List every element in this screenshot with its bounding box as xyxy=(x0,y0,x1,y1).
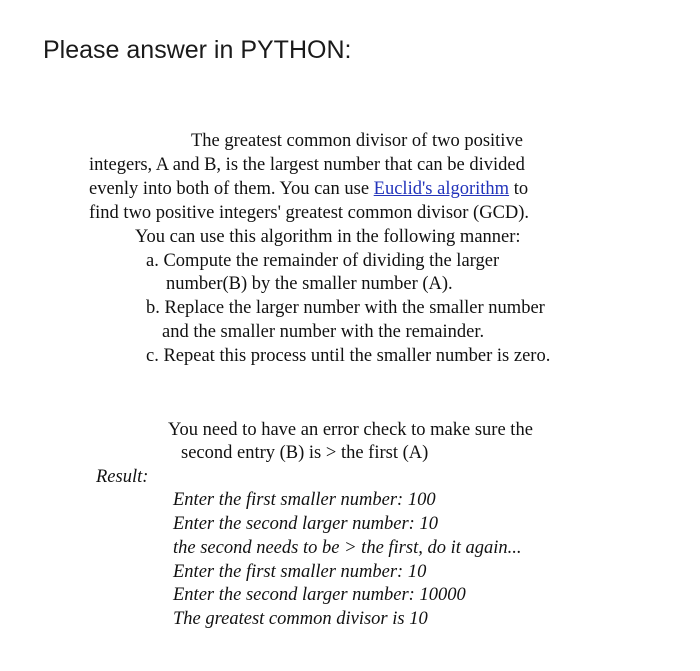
error-check-line-1: You need to have an error check to make sure the xyxy=(168,420,533,440)
intro-line-3 xyxy=(89,179,528,200)
step-a-line-1: a. Compute the remainder of dividing the larger xyxy=(146,251,500,271)
intro-line-2: integers, A and B, is the largest number that can be divided xyxy=(89,155,525,175)
intro-line-3-start: evenly into both of them. You can use xyxy=(89,179,374,199)
result-line: Enter the second larger number: 10 xyxy=(173,514,438,534)
step-b-line-2: and the smaller number with the remainder. xyxy=(162,322,485,342)
result-line: the second needs to be > the first, do it again... xyxy=(173,538,522,558)
step-a-line-2: number(B) by the smaller number (A). xyxy=(166,274,453,294)
result-label: Result: xyxy=(96,467,149,487)
result-line: Enter the first smaller number: 100 xyxy=(173,490,436,510)
intro-line-3-end: to xyxy=(509,179,529,199)
euclids-algorithm-link[interactable]: Euclid's algorithm xyxy=(373,179,510,199)
page-title: Please answer in PYTHON: xyxy=(43,36,352,64)
result-line: Enter the first smaller number: 10 xyxy=(173,562,427,582)
result-line: Enter the second larger number: 10000 xyxy=(173,585,466,605)
result-line: The greatest common divisor is 10 xyxy=(173,609,428,629)
step-b-line-1: b. Replace the larger number with the smaller number xyxy=(146,298,545,318)
step-c-line-1: c. Repeat this process until the smaller number is zero. xyxy=(146,346,551,366)
error-check-line-2: second entry (B) is > the first (A) xyxy=(181,443,429,463)
intro-line-1: The greatest common divisor of two positive xyxy=(191,131,523,151)
intro-line-5: You can use this algorithm in the following manner: xyxy=(135,227,521,247)
intro-line-4: find two positive integers' greatest common divisor (GCD). xyxy=(89,203,530,223)
